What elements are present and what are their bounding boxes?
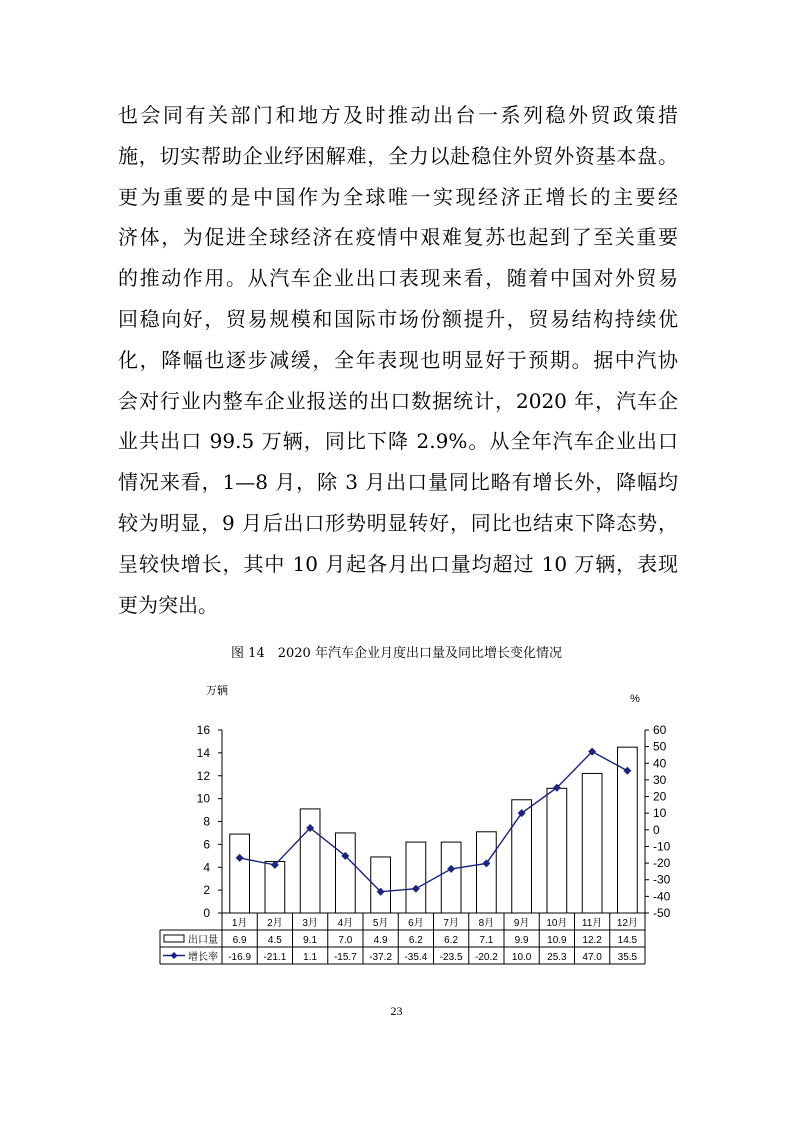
- month-label: 7月: [443, 918, 459, 929]
- right-axis-tick-label: 30: [653, 772, 667, 787]
- growth-rate-value: -16.9: [228, 952, 252, 963]
- export-volume-value: 7.1: [479, 935, 494, 946]
- export-volume-value: 10.9: [547, 935, 567, 946]
- month-label: 8月: [478, 918, 495, 929]
- month-label: 11月: [581, 918, 603, 929]
- paragraph-line: 会对行业内整车企业报送的出口数据统计，2020 年，汽车企: [118, 388, 678, 413]
- month-label: 4月: [337, 918, 354, 929]
- month-label: 5月: [372, 918, 389, 929]
- right-axis-tick-label: 0: [653, 822, 660, 837]
- growth-rate-value: 10.0: [511, 952, 532, 963]
- growth-rate-value: -20.2: [474, 952, 498, 963]
- export-volume-value: 6.2: [408, 935, 423, 946]
- right-axis-tick-label: 60: [653, 723, 667, 737]
- left-axis-tick-label: 10: [196, 791, 210, 806]
- month-label: 10月: [546, 918, 568, 929]
- export-volume-value: 4.5: [267, 935, 282, 946]
- month-label: 2月: [267, 918, 283, 929]
- growth-rate-line: [240, 752, 628, 892]
- legend-bar-label: 出口量: [188, 935, 218, 946]
- right-axis-tick-label: -30: [653, 872, 670, 887]
- right-axis-tick-label: 50: [653, 739, 667, 754]
- right-axis-tick-label: -20: [653, 856, 670, 871]
- bar-6月: [406, 842, 426, 913]
- paragraph-line: 更为突出。: [118, 592, 218, 617]
- growth-rate-value: 35.5: [617, 952, 638, 963]
- right-axis-tick-label: 20: [653, 789, 667, 804]
- growth-rate-value: -15.7: [333, 952, 357, 963]
- bar-2月: [265, 862, 285, 913]
- paragraph-line: 情况来看，1—8 月，除 3 月出口量同比略有增长外，降幅均: [118, 470, 678, 495]
- growth-rate-value: -23.5: [439, 952, 463, 963]
- month-label: 1月: [231, 918, 248, 929]
- bar-4月: [336, 833, 356, 913]
- paragraph-line: 化，降幅也逐步减缓，全年表现也明显好于预期。据中汽协: [118, 347, 678, 372]
- growth-rate-value: 47.0: [582, 952, 602, 963]
- paragraph-line: 回稳向好，贸易规模和国际市场份额提升，贸易结构持续优: [118, 306, 678, 331]
- left-axis-tick-label: 8: [203, 814, 210, 829]
- export-volume-value: 4.9: [373, 935, 388, 946]
- left-axis-tick-label: 16: [196, 723, 210, 737]
- left-axis-tick-label: 6: [203, 837, 210, 852]
- export-volume-value: 6.2: [444, 935, 459, 946]
- left-axis-tick-label: 12: [196, 768, 210, 783]
- bar-8月: [477, 832, 497, 913]
- legend-line-marker: [171, 952, 178, 959]
- right-axis-tick-label: -40: [653, 889, 670, 904]
- paragraph-line: 业共出口 99.5 万辆，同比下降 2.9%。从全年汽车企业出口: [118, 429, 678, 454]
- right-axis-tick-label: -10: [653, 839, 670, 854]
- export-volume-value: 9.9: [514, 935, 529, 946]
- paragraph-line: 较为明显，9 月后出口形势明显转好，同比也结束下降态势，: [118, 510, 678, 535]
- growth-rate-value: 1.1: [303, 952, 318, 963]
- export-volume-value: 14.5: [617, 935, 638, 946]
- growth-rate-value: -35.4: [404, 952, 428, 963]
- paragraph-line: 济体，为促进全球经济在疫情中艰难复苏也起到了至关重要: [118, 225, 678, 250]
- legend-bar-swatch: [164, 935, 184, 942]
- bar-7月: [441, 842, 461, 913]
- left-axis-tick-label: 4: [203, 860, 210, 875]
- right-axis-unit: %: [630, 693, 640, 705]
- month-label: 6月: [408, 918, 424, 929]
- export-volume-value: 9.1: [303, 935, 318, 946]
- left-axis-unit: 万辆: [206, 685, 228, 697]
- growth-rate-value: 25.3: [547, 952, 567, 963]
- growth-rate-value: -37.2: [369, 952, 393, 963]
- month-label: 3月: [302, 918, 318, 929]
- paragraph-line: 也会同有关部门和地方及时推动出台一系列稳外贸政策措: [118, 103, 678, 127]
- right-axis-tick-label: 40: [653, 756, 667, 771]
- export-volume-value: 7.0: [338, 935, 353, 946]
- bar-11月: [582, 773, 602, 913]
- growth-rate-value: -21.1: [263, 952, 287, 963]
- paragraph-line: 施，切实帮助企业纾困解难，全力以赴稳住外贸外资基本盘。: [118, 143, 678, 168]
- paragraph-line: 更为重要的是中国作为全球唯一实现经济正增长的主要经: [118, 184, 678, 209]
- page-number: 23: [390, 1004, 403, 1018]
- body-paragraph: [118, 95, 678, 625]
- bar-1月: [230, 834, 250, 913]
- left-axis-tick-label: 2: [203, 883, 210, 898]
- left-axis-tick-label: 14: [196, 745, 210, 760]
- legend-line-label: 增长率: [188, 952, 218, 963]
- right-axis-tick-label: -50: [653, 906, 670, 920]
- export-volume-value: 6.9: [232, 935, 247, 946]
- export-chart: [150, 680, 670, 970]
- bar-10月: [547, 788, 567, 913]
- paragraph-line: 的推动作用。从汽车企业出口表现来看，随着中国对外贸易: [118, 266, 678, 291]
- month-label: 12月: [616, 918, 638, 929]
- month-label: 9月: [513, 918, 530, 929]
- paragraph-line: 呈较快增长，其中 10 月起各月出口量均超过 10 万辆，表现: [118, 551, 678, 576]
- left-axis-tick-label: 0: [203, 906, 210, 920]
- figure-caption: 图 14 2020 年汽车企业月度出口量及同比增长变化情况: [231, 646, 562, 661]
- right-axis-tick-label: 10: [653, 806, 667, 821]
- export-volume-value: 12.2: [582, 935, 602, 946]
